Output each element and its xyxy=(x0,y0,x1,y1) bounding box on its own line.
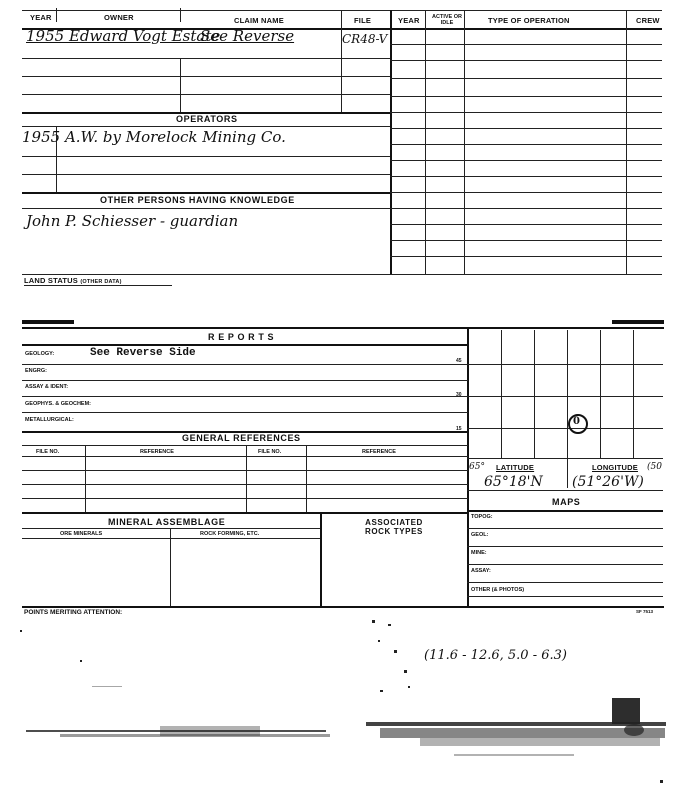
other-persons-entry: John P. Schiesser - guardian xyxy=(26,212,239,230)
maps-geol: GEOL: xyxy=(471,532,489,538)
header-claim-name: CLAIM NAME xyxy=(234,16,284,25)
longitude-label: LONGITUDE xyxy=(592,463,638,472)
operators-entry: 1955 A.W. by Morelock Mining Co. xyxy=(22,128,286,146)
header-owner: OWNER xyxy=(104,13,134,22)
ref-col-file-no: FILE NO. xyxy=(36,449,60,455)
header-year: YEAR xyxy=(30,13,52,22)
maps-other: OTHER (& PHOTOS) xyxy=(471,587,525,593)
report-geology-label: GEOLOGY: xyxy=(25,351,55,357)
header-year-2: YEAR xyxy=(398,16,420,25)
ref-col-file-no-2: FILE NO. xyxy=(258,449,282,455)
report-geophys-label: GEOPHYS. & GEOCHEM: xyxy=(25,401,92,407)
mineral-assemblage-heading: MINERAL ASSEMBLAGE xyxy=(108,517,226,527)
long-prefix: (50 xyxy=(647,462,662,472)
latitude-label: LATITUDE xyxy=(496,463,535,472)
report-assay-label: ASSAY & IDENT: xyxy=(25,384,69,390)
operators-heading: OPERATORS xyxy=(176,114,238,124)
general-references-heading: GENERAL REFERENCES xyxy=(182,433,301,443)
report-geology-value: See Reverse Side xyxy=(90,347,196,359)
report-num-15: 15 xyxy=(456,426,462,432)
lat-prefix: 65° xyxy=(469,462,485,472)
claim-entry: See Reverse xyxy=(200,27,295,45)
ref-col-reference: REFERENCE xyxy=(140,449,174,455)
report-engrg-label: ENGRG: xyxy=(25,368,47,374)
header-file: FILE xyxy=(354,16,372,25)
points-label: POINTS MERITING ATTENTION: xyxy=(24,609,123,616)
form-number: SF 7513 xyxy=(636,609,654,614)
latitude-value: 65°18'N xyxy=(484,474,543,490)
reports-heading: R E P O R T S xyxy=(208,332,275,342)
report-metallurgical-label: METALLURGICAL: xyxy=(25,417,74,423)
header-active-or-idle: ACTIVE OR IDLE xyxy=(432,14,462,26)
rock-forming-label: ROCK FORMING, ETC. xyxy=(200,531,260,537)
file-entry: CR48-V xyxy=(342,32,388,46)
ore-minerals-label: ORE MINERALS xyxy=(60,531,103,537)
maps-topog: TOPOG: xyxy=(471,514,493,520)
associated-rock-types-heading: ASSOCIATED ROCK TYPES xyxy=(364,518,423,536)
ref-col-reference-2: REFERENCE xyxy=(362,449,396,455)
maps-heading: MAPS xyxy=(552,497,581,507)
points-note: (11.6 - 12.6, 5.0 - 6.3) xyxy=(424,648,567,663)
owner-entry: 1955 Edward Vogt Estate xyxy=(26,27,221,45)
land-status-label: LAND STATUS (OTHER DATA) xyxy=(24,276,122,285)
report-num-30: 30 xyxy=(456,392,462,398)
maps-mine: MINE: xyxy=(471,550,487,556)
report-num-45: 45 xyxy=(456,358,462,364)
maps-assay: ASSAY: xyxy=(471,568,491,574)
grid-marker-text: 0 xyxy=(573,416,580,427)
longitude-value: (51°26'W) xyxy=(572,474,644,490)
header-type-of-operation: TYPE OF OPERATION xyxy=(488,16,570,25)
header-crew: CREW xyxy=(636,16,660,25)
other-persons-heading: OTHER PERSONS HAVING KNOWLEDGE xyxy=(100,195,295,205)
